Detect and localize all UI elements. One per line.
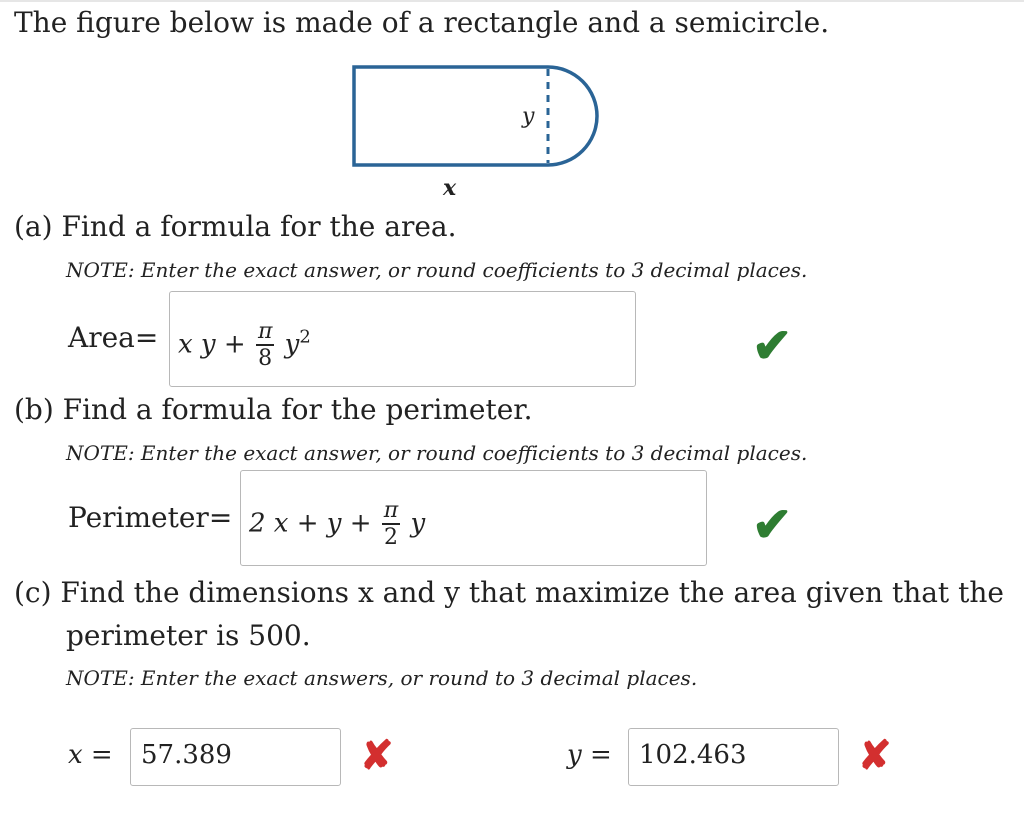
x-answer-value: 57.389 xyxy=(141,740,232,770)
part-b-label: (b) Find a formula for the perimeter. xyxy=(14,393,533,426)
perimeter-field-label: Perimeter= xyxy=(68,501,233,534)
y-answer-value: 102.463 xyxy=(639,740,747,770)
area-term1: x y + xyxy=(178,329,246,360)
perimeter-fraction xyxy=(382,500,400,549)
part-c-note: NOTE: Enter the exact answers, or round to 3 decimal places. xyxy=(66,666,698,690)
area-fraction xyxy=(256,321,274,370)
question-intro: The figure below is made of a rectangle and a semicircle. xyxy=(14,6,830,39)
area-answer-input[interactable] xyxy=(169,291,636,387)
rectangle-semicircle-figure xyxy=(340,60,610,200)
area-term2: y xyxy=(284,329,300,360)
part-c-label-line1: (c) Find the dimensions x and y that maximize the area given that the xyxy=(14,576,1004,609)
area-frac-den: 8 xyxy=(258,345,273,371)
y-answer-input[interactable] xyxy=(628,728,839,786)
perimeter-frac-den: 2 xyxy=(384,524,399,550)
x-answer-input[interactable] xyxy=(130,728,341,786)
checkmark-icon: ✔ xyxy=(752,497,793,553)
part-b-note: NOTE: Enter the exact answer, or round coefficients to 3 decimal places. xyxy=(66,441,808,465)
part-a-note: NOTE: Enter the exact answer, or round coefficients to 3 decimal places. xyxy=(66,258,808,282)
cross-icon: ✘ xyxy=(360,732,394,779)
perimeter-frac-num: π xyxy=(383,498,399,523)
figure-outline xyxy=(354,67,597,165)
part-a-label: (a) Find a formula for the area. xyxy=(14,210,457,243)
y-field-label: y = xyxy=(567,740,612,770)
cross-icon: ✘ xyxy=(858,732,892,779)
figure-y-label: y xyxy=(522,104,535,129)
perimeter-term1: 2 x + y + xyxy=(249,508,372,539)
perimeter-answer-input[interactable] xyxy=(240,470,707,566)
checkmark-icon: ✔ xyxy=(752,318,793,374)
part-c-label-line2: perimeter is 500. xyxy=(66,619,311,652)
area-field-label: Area= xyxy=(68,321,159,354)
figure-x-label: x xyxy=(443,175,457,201)
top-divider xyxy=(0,0,1024,2)
x-field-label: x = xyxy=(68,740,113,770)
area-exponent: 2 xyxy=(299,326,311,348)
area-frac-num: π xyxy=(257,319,273,344)
perimeter-term2: y xyxy=(410,508,426,539)
